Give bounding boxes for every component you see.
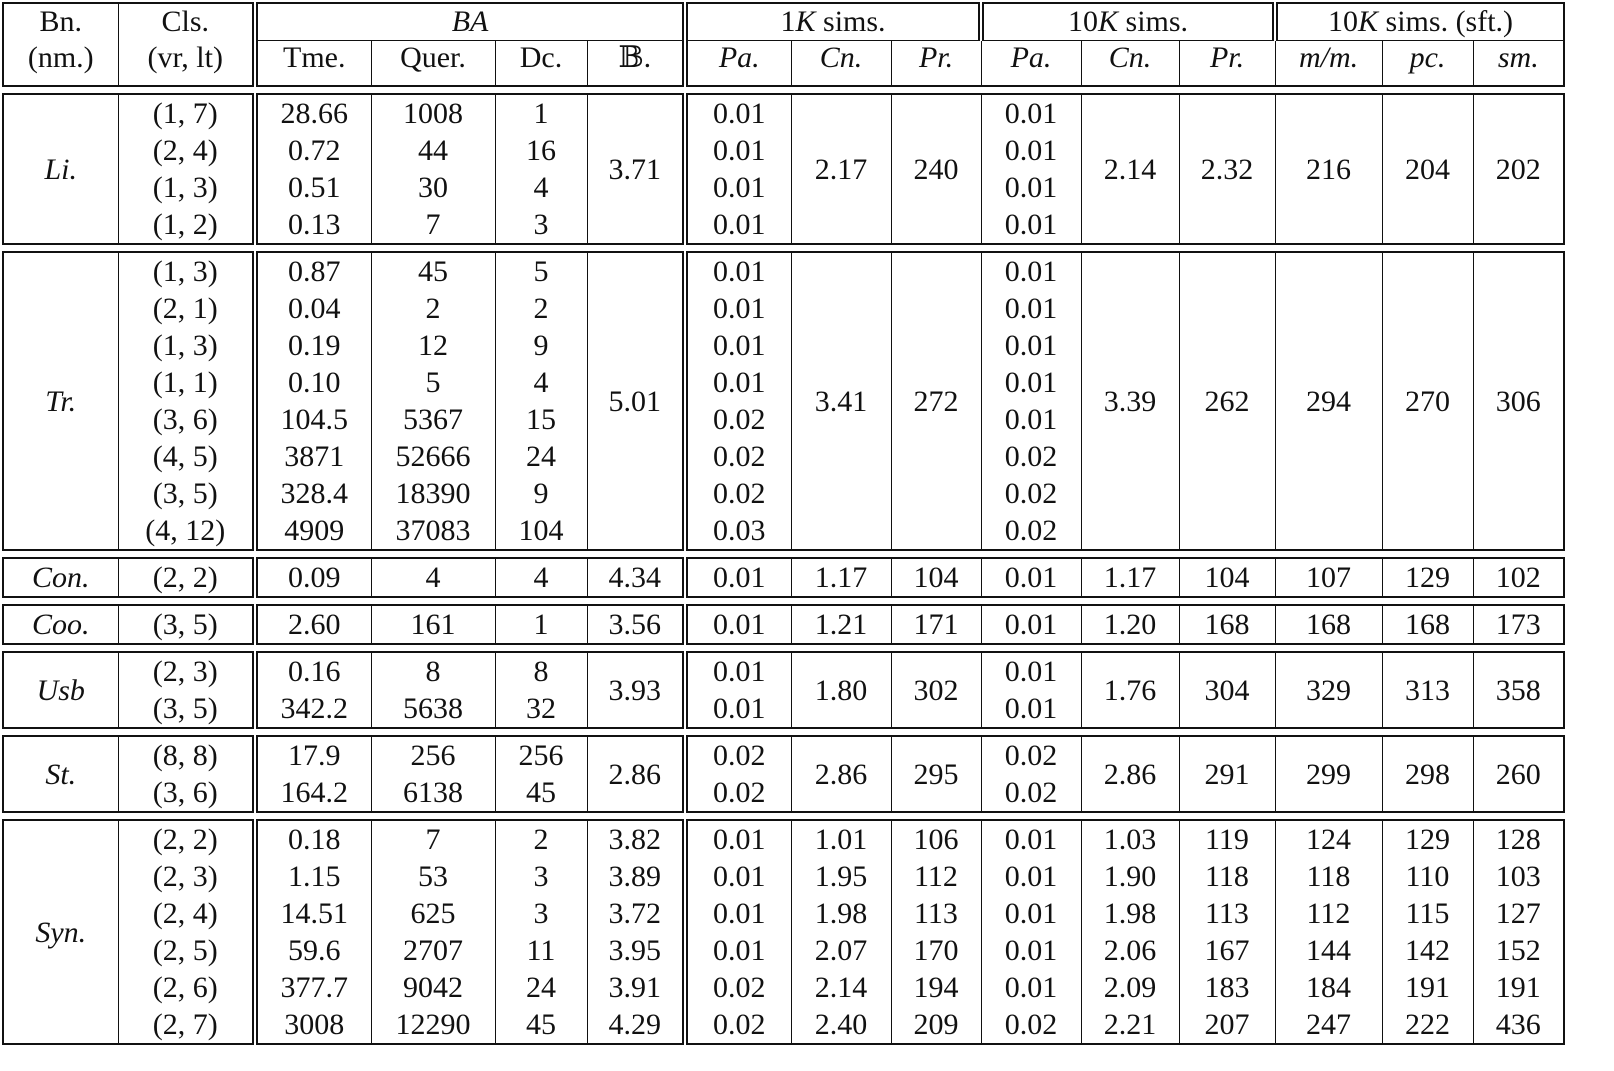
cell-pr1: 240	[891, 94, 981, 244]
cell-pr10: 167	[1179, 932, 1275, 969]
group-usb	[2, 651, 1565, 729]
header-bn: Bn.	[39, 5, 82, 39]
g2-pre: 10	[1068, 5, 1098, 38]
cell-tme: 14.51	[255, 895, 371, 932]
cell-pr10: 262	[1179, 252, 1275, 550]
table-row	[3, 969, 1564, 1006]
cell-pr1: 106	[891, 820, 981, 858]
table-row	[3, 252, 1564, 290]
cell-cls: (1, 1)	[118, 364, 255, 401]
cell-pa10: 0.02	[981, 438, 1081, 475]
cell-mm: 299	[1275, 736, 1382, 812]
cell-pa10: 0.02	[981, 475, 1081, 512]
cell-b: 3.82	[587, 820, 685, 858]
table-row	[3, 736, 1564, 774]
cell-cls: (2, 4)	[118, 132, 255, 169]
header-ba: BA	[255, 3, 685, 41]
cell-mm: 118	[1275, 858, 1382, 895]
cell-dc: 3	[495, 895, 587, 932]
cell-dc: 256	[495, 736, 587, 774]
cell-pr1: 104	[891, 558, 981, 597]
cell-dc: 32	[495, 690, 587, 728]
header-col-pa10: Pa.	[981, 41, 1081, 87]
cell-dc: 4	[495, 169, 587, 206]
cell-pa1: 0.01	[685, 252, 791, 290]
cell-dc: 45	[495, 774, 587, 812]
header-cls: Cls.	[118, 3, 255, 41]
cell-dc: 2	[495, 290, 587, 327]
g1-pre: 1	[780, 5, 796, 38]
cell-pa10: 0.01	[981, 969, 1081, 1006]
cell-tme: 0.04	[255, 290, 371, 327]
cell-tme: 164.2	[255, 774, 371, 812]
cell-cn10: 2.06	[1081, 932, 1179, 969]
cell-pa1: 0.02	[685, 1006, 791, 1044]
g3-post: sims. (sft.)	[1378, 5, 1514, 38]
cell-cls: (1, 3)	[118, 327, 255, 364]
cell-tme: 328.4	[255, 475, 371, 512]
cell-pa10: 0.02	[981, 512, 1081, 550]
cell-dc: 9	[495, 475, 587, 512]
header-col-pa1: Pa.	[685, 41, 791, 87]
cell-quer: 625	[371, 895, 495, 932]
cell-pr1: 209	[891, 1006, 981, 1044]
group-st	[2, 735, 1565, 813]
cell-quer: 18390	[371, 475, 495, 512]
cell-pa1: 0.01	[685, 169, 791, 206]
cell-b: 3.91	[587, 969, 685, 1006]
cell-cls: (2, 3)	[118, 652, 255, 690]
cell-tme: 377.7	[255, 969, 371, 1006]
cell-dc: 1	[495, 94, 587, 132]
cell-pa10: 0.01	[981, 252, 1081, 290]
cell-pr10: 119	[1179, 820, 1275, 858]
cell-quer: 2707	[371, 932, 495, 969]
cell-cls: (3, 5)	[118, 605, 255, 644]
cell-pa1: 0.02	[685, 401, 791, 438]
cell-quer: 5638	[371, 690, 495, 728]
cell-pa1: 0.02	[685, 438, 791, 475]
g1-post: sims.	[815, 5, 886, 38]
cell-mm: 247	[1275, 1006, 1382, 1044]
cell-pa10: 0.01	[981, 327, 1081, 364]
cell-dc: 9	[495, 327, 587, 364]
cell-cn1: 1.98	[791, 895, 891, 932]
cell-pc: 110	[1382, 858, 1473, 895]
cell-cn1: 1.21	[791, 605, 891, 644]
cell-pa10: 0.01	[981, 652, 1081, 690]
cell-pa10: 0.01	[981, 558, 1081, 597]
header-col-tme: Tme.	[255, 41, 371, 87]
group-li	[2, 93, 1565, 245]
cell-pa1: 0.01	[685, 690, 791, 728]
cell-tme: 0.87	[255, 252, 371, 290]
cell-quer: 5	[371, 364, 495, 401]
cell-cls: (3, 6)	[118, 401, 255, 438]
cell-pc: 191	[1382, 969, 1473, 1006]
table-row	[3, 605, 1564, 644]
cell-pa10: 0.01	[981, 364, 1081, 401]
table-row	[3, 895, 1564, 932]
cell-cn10: 1.76	[1081, 652, 1179, 728]
cell-dc: 1	[495, 605, 587, 644]
cell-b: 3.56	[587, 605, 685, 644]
cell-mm: 294	[1275, 252, 1382, 550]
cell-pc: 115	[1382, 895, 1473, 932]
cell-cn1: 1.17	[791, 558, 891, 597]
cell-dc: 2	[495, 820, 587, 858]
cell-tme: 59.6	[255, 932, 371, 969]
cell-quer: 161	[371, 605, 495, 644]
group-syn	[2, 819, 1565, 1045]
cell-pc: 129	[1382, 820, 1473, 858]
cell-dc: 8	[495, 652, 587, 690]
cell-pa10: 0.01	[981, 820, 1081, 858]
cell-tme: 3008	[255, 1006, 371, 1044]
table-header	[2, 2, 1565, 87]
cell-pr10: 291	[1179, 736, 1275, 812]
cell-pr1: 170	[891, 932, 981, 969]
cell-pa1: 0.01	[685, 94, 791, 132]
header-col-pr1: Pr.	[891, 41, 981, 87]
cell-quer: 45	[371, 252, 495, 290]
cell-cls: (2, 3)	[118, 858, 255, 895]
table-row	[3, 558, 1564, 597]
cell-pa1: 0.03	[685, 512, 791, 550]
cell-pa10: 0.01	[981, 932, 1081, 969]
cell-b: 5.01	[587, 252, 685, 550]
cell-quer: 6138	[371, 774, 495, 812]
header-col-b: 𝔹.	[587, 41, 685, 87]
cell-cls: (2, 1)	[118, 290, 255, 327]
group-tr	[2, 251, 1565, 551]
benchmark-name: Syn.	[35, 915, 87, 949]
cell-cls: (1, 3)	[118, 252, 255, 290]
header-10k-sims-sft	[1275, 3, 1564, 41]
cell-tme: 0.72	[255, 132, 371, 169]
benchmark-name: St.	[45, 757, 77, 791]
cell-pa10: 0.01	[981, 605, 1081, 644]
cell-pc: 313	[1382, 652, 1473, 728]
g2-k: K	[1098, 5, 1119, 38]
cell-tme: 0.10	[255, 364, 371, 401]
cell-dc: 5	[495, 252, 587, 290]
g3-k: K	[1358, 5, 1379, 38]
cell-b: 3.93	[587, 652, 685, 728]
cell-sm: 202	[1473, 94, 1564, 244]
cell-dc: 24	[495, 969, 587, 1006]
cell-cn10: 3.39	[1081, 252, 1179, 550]
cell-cls: (2, 4)	[118, 895, 255, 932]
cell-cls: (2, 7)	[118, 1006, 255, 1044]
cell-tme: 17.9	[255, 736, 371, 774]
cell-cn10: 1.03	[1081, 820, 1179, 858]
cell-pa1: 0.02	[685, 475, 791, 512]
header-10k-sims	[981, 3, 1275, 41]
g2-post: sims.	[1118, 5, 1189, 38]
cell-tme: 1.15	[255, 858, 371, 895]
cell-cls: (2, 5)	[118, 932, 255, 969]
cell-sm: 102	[1473, 558, 1564, 597]
cell-cls: (1, 3)	[118, 169, 255, 206]
cell-quer: 256	[371, 736, 495, 774]
table-row	[3, 94, 1564, 132]
cell-sm: 127	[1473, 895, 1564, 932]
cell-dc: 3	[495, 206, 587, 244]
cell-cn10: 1.20	[1081, 605, 1179, 644]
cell-cn10: 2.14	[1081, 94, 1179, 244]
cell-mm: 112	[1275, 895, 1382, 932]
table-row	[3, 858, 1564, 895]
cell-sm: 103	[1473, 858, 1564, 895]
header-col-sm: sm.	[1473, 41, 1564, 87]
header-col-cn10: Cn.	[1081, 41, 1179, 87]
cell-cn1: 1.95	[791, 858, 891, 895]
cell-pa10: 0.01	[981, 169, 1081, 206]
cell-quer: 30	[371, 169, 495, 206]
cell-cn10: 2.09	[1081, 969, 1179, 1006]
cell-quer: 44	[371, 132, 495, 169]
cell-pa1: 0.01	[685, 820, 791, 858]
cell-tme: 3871	[255, 438, 371, 475]
cell-cn10: 1.98	[1081, 895, 1179, 932]
g1-k: K	[795, 5, 816, 38]
cell-tme: 0.51	[255, 169, 371, 206]
cell-sm: 436	[1473, 1006, 1564, 1044]
cell-pr10: 183	[1179, 969, 1275, 1006]
cell-quer: 12290	[371, 1006, 495, 1044]
cell-tme: 0.18	[255, 820, 371, 858]
cell-b: 2.86	[587, 736, 685, 812]
cell-pa10: 0.02	[981, 1006, 1081, 1044]
group-con	[2, 557, 1565, 598]
cell-pr1: 302	[891, 652, 981, 728]
cell-pa1: 0.01	[685, 605, 791, 644]
cell-pa1: 0.01	[685, 327, 791, 364]
cell-cn1: 2.40	[791, 1006, 891, 1044]
table-row	[3, 1006, 1564, 1044]
cell-sm: 191	[1473, 969, 1564, 1006]
cell-quer: 12	[371, 327, 495, 364]
cell-dc: 45	[495, 1006, 587, 1044]
benchmark-name: Coo.	[31, 608, 90, 641]
cell-pa1: 0.01	[685, 932, 791, 969]
cell-pr1: 295	[891, 736, 981, 812]
cell-pa10: 0.02	[981, 774, 1081, 812]
cell-dc: 11	[495, 932, 587, 969]
cell-sm: 173	[1473, 605, 1564, 644]
cell-tme: 104.5	[255, 401, 371, 438]
cell-pr1: 272	[891, 252, 981, 550]
cell-cls: (3, 5)	[118, 690, 255, 728]
cell-pa1: 0.01	[685, 558, 791, 597]
cell-tme: 4909	[255, 512, 371, 550]
cell-cn1: 3.41	[791, 252, 891, 550]
benchmark-name: Usb	[36, 673, 85, 707]
cell-pa1: 0.02	[685, 736, 791, 774]
cell-pc: 270	[1382, 252, 1473, 550]
cell-pa10: 0.01	[981, 895, 1081, 932]
cell-mm: 107	[1275, 558, 1382, 597]
cell-tme: 0.13	[255, 206, 371, 244]
cell-pa10: 0.01	[981, 690, 1081, 728]
header-1k-sims	[685, 3, 981, 41]
cell-dc: 3	[495, 858, 587, 895]
cell-cn10: 2.21	[1081, 1006, 1179, 1044]
cell-pr10: 104	[1179, 558, 1275, 597]
cell-pr1: 194	[891, 969, 981, 1006]
table-row	[3, 820, 1564, 858]
cell-cn10: 1.17	[1081, 558, 1179, 597]
table-row	[3, 932, 1564, 969]
cell-quer: 7	[371, 820, 495, 858]
cell-pc: 142	[1382, 932, 1473, 969]
cell-dc: 15	[495, 401, 587, 438]
cell-pr10: 2.32	[1179, 94, 1275, 244]
cell-tme: 2.60	[255, 605, 371, 644]
g3-pre: 10	[1328, 5, 1359, 38]
cell-pa10: 0.01	[981, 132, 1081, 169]
cell-pa1: 0.01	[685, 895, 791, 932]
cell-pr10: 113	[1179, 895, 1275, 932]
cell-b: 3.89	[587, 858, 685, 895]
cell-pa10: 0.01	[981, 290, 1081, 327]
cell-quer: 2	[371, 290, 495, 327]
cell-dc: 104	[495, 512, 587, 550]
cell-pa10: 0.01	[981, 206, 1081, 244]
cell-pa1: 0.02	[685, 969, 791, 1006]
cell-pc: 204	[1382, 94, 1473, 244]
header-col-pr10: Pr.	[1179, 41, 1275, 87]
cell-quer: 53	[371, 858, 495, 895]
header-col-quer: Quer.	[371, 41, 495, 87]
cell-mm: 184	[1275, 969, 1382, 1006]
cell-mm: 144	[1275, 932, 1382, 969]
cell-cn1: 2.17	[791, 94, 891, 244]
header-col-cn1: Cn.	[791, 41, 891, 87]
results-table	[2, 2, 1565, 1051]
cell-mm: 168	[1275, 605, 1382, 644]
cell-pa10: 0.01	[981, 858, 1081, 895]
cell-pa1: 0.01	[685, 206, 791, 244]
cell-b: 4.34	[587, 558, 685, 597]
cell-quer: 7	[371, 206, 495, 244]
benchmark-name: Li.	[44, 152, 78, 186]
cell-quer: 9042	[371, 969, 495, 1006]
cell-mm: 329	[1275, 652, 1382, 728]
cell-pa10: 0.02	[981, 736, 1081, 774]
cell-sm: 358	[1473, 652, 1564, 728]
cell-cls: (1, 2)	[118, 206, 255, 244]
cell-cn1: 1.80	[791, 652, 891, 728]
benchmark-name: Tr.	[45, 384, 77, 418]
cell-tme: 0.19	[255, 327, 371, 364]
header-col-pc: pc.	[1382, 41, 1473, 87]
cell-sm: 152	[1473, 932, 1564, 969]
cell-cls: (4, 5)	[118, 438, 255, 475]
cell-sm: 306	[1473, 252, 1564, 550]
cell-cls: (4, 12)	[118, 512, 255, 550]
cell-mm: 216	[1275, 94, 1382, 244]
cell-tme: 0.16	[255, 652, 371, 690]
cell-cls: (3, 5)	[118, 475, 255, 512]
cell-pc: 168	[1382, 605, 1473, 644]
cell-cn10: 1.90	[1081, 858, 1179, 895]
cell-pa1: 0.01	[685, 652, 791, 690]
cell-pr10: 304	[1179, 652, 1275, 728]
cell-quer: 1008	[371, 94, 495, 132]
cell-quer: 4	[371, 558, 495, 597]
cell-cls: (1, 7)	[118, 94, 255, 132]
cell-pa1: 0.01	[685, 364, 791, 401]
cell-dc: 4	[495, 558, 587, 597]
cell-pr1: 112	[891, 858, 981, 895]
cell-b: 3.71	[587, 94, 685, 244]
cell-quer: 8	[371, 652, 495, 690]
header-vrlt: (vr, lt)	[118, 41, 255, 87]
cell-cn1: 1.01	[791, 820, 891, 858]
cell-pa10: 0.01	[981, 94, 1081, 132]
cell-pr1: 171	[891, 605, 981, 644]
cell-cls: (3, 6)	[118, 774, 255, 812]
cell-pa1: 0.02	[685, 774, 791, 812]
cell-pa1: 0.01	[685, 290, 791, 327]
cell-pr1: 113	[891, 895, 981, 932]
header-col-dc: Dc.	[495, 41, 587, 87]
cell-cls: (2, 6)	[118, 969, 255, 1006]
cell-pa1: 0.01	[685, 858, 791, 895]
cell-pc: 298	[1382, 736, 1473, 812]
cell-sm: 128	[1473, 820, 1564, 858]
cell-cn10: 2.86	[1081, 736, 1179, 812]
cell-tme: 28.66	[255, 94, 371, 132]
header-nm: (nm.)	[27, 40, 94, 74]
header-col-mm: m/m.	[1275, 41, 1382, 87]
cell-pc: 222	[1382, 1006, 1473, 1044]
cell-pa10: 0.01	[981, 401, 1081, 438]
cell-sm: 260	[1473, 736, 1564, 812]
cell-b: 4.29	[587, 1006, 685, 1044]
cell-tme: 0.09	[255, 558, 371, 597]
cell-cn1: 2.07	[791, 932, 891, 969]
cell-pc: 129	[1382, 558, 1473, 597]
cell-dc: 4	[495, 364, 587, 401]
cell-pa1: 0.01	[685, 132, 791, 169]
cell-quer: 52666	[371, 438, 495, 475]
cell-pr10: 207	[1179, 1006, 1275, 1044]
cell-pr10: 168	[1179, 605, 1275, 644]
cell-quer: 5367	[371, 401, 495, 438]
cell-tme: 342.2	[255, 690, 371, 728]
cell-cls: (2, 2)	[118, 820, 255, 858]
cell-b: 3.95	[587, 932, 685, 969]
cell-dc: 24	[495, 438, 587, 475]
cell-cls: (2, 2)	[118, 558, 255, 597]
table-row	[3, 652, 1564, 690]
cell-mm: 124	[1275, 820, 1382, 858]
cell-b: 3.72	[587, 895, 685, 932]
group-coo	[2, 604, 1565, 645]
cell-pr10: 118	[1179, 858, 1275, 895]
cell-cn1: 2.86	[791, 736, 891, 812]
cell-cn1: 2.14	[791, 969, 891, 1006]
cell-quer: 37083	[371, 512, 495, 550]
benchmark-name: Con.	[31, 561, 90, 594]
cell-dc: 16	[495, 132, 587, 169]
cell-cls: (8, 8)	[118, 736, 255, 774]
